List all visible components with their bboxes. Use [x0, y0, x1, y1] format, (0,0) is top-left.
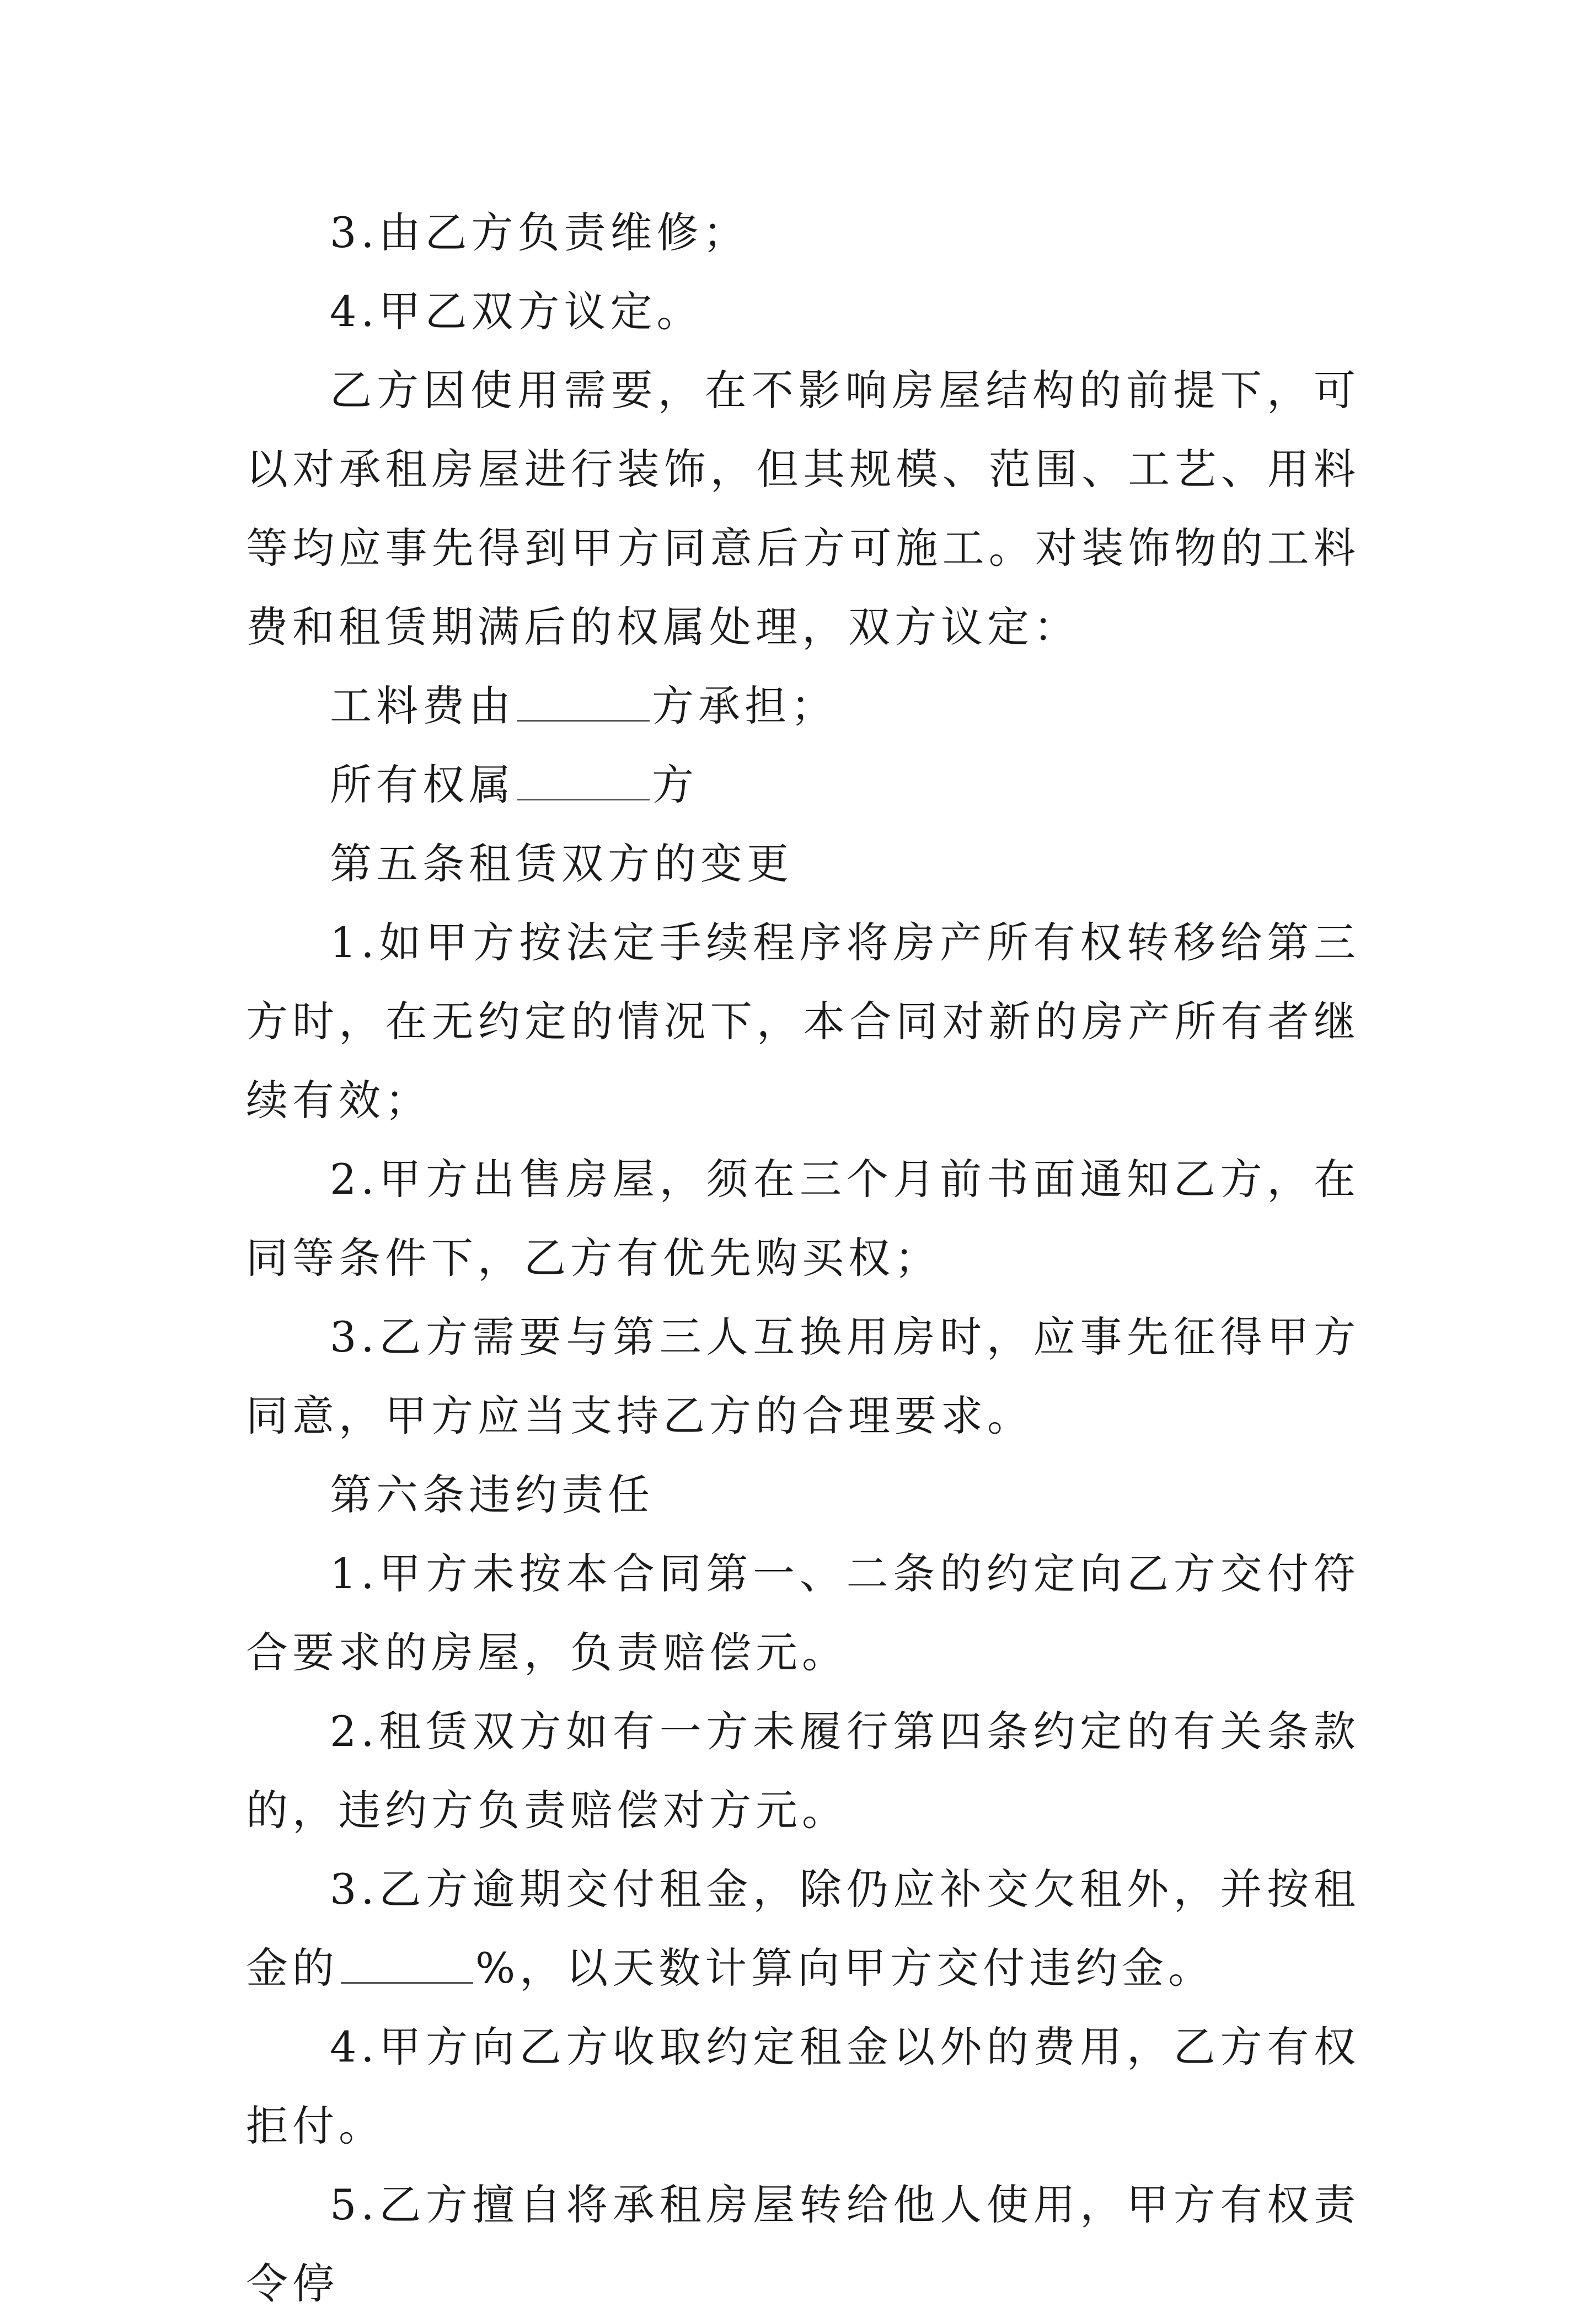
- paragraph-text: 乙方因使用需要，在不影响房屋结构的前提下，可以对承租房屋进行装饰，但其规模、范围、工艺、用料等均应事先得到甲方同意后方可施工。对装饰物的工料费和租赁期满后的权属处理，双方议定：: [246, 366, 1360, 651]
- material-cost-line: [246, 666, 1360, 745]
- paragraph-text: 所有权属: [330, 760, 515, 809]
- paragraph-text: 3.由乙方负责维修；: [330, 208, 749, 257]
- clause-item-breach: [246, 1692, 1360, 1850]
- decoration-paragraph: [246, 351, 1360, 666]
- clause-item-negotiate: [246, 272, 1360, 351]
- paragraph-text: 1.如甲方按法定手续程序将房产所有权转移给第三方时，在无约定的情况下，本合同对新的房产所有者继续有效；: [246, 918, 1360, 1125]
- paragraph-text: 1.甲方未按本合同第一、二条的约定向乙方交付符合要求的房屋，负责赔偿元。: [246, 1549, 1360, 1677]
- section-heading-six: [246, 1455, 1360, 1534]
- clause-item-extra-fees: [246, 2007, 1360, 2165]
- paragraph-text: 5.乙方擅自将承租房屋转给他人使用，甲方有权责令停: [246, 2180, 1360, 2308]
- clause-item-exchange: [246, 1297, 1360, 1455]
- paragraph-text: 2.甲方出售房屋，须在三个月前书面通知乙方，在同等条件下，乙方有优先购买权；: [246, 1155, 1360, 1283]
- ownership-line: [246, 745, 1360, 824]
- section-title: 第六条违约责任: [330, 1470, 654, 1519]
- section-heading-five: [246, 824, 1360, 903]
- paragraph-text: 方: [652, 760, 698, 809]
- clause-item-late-rent: [246, 1850, 1360, 2007]
- paragraph-text: 4.甲乙双方议定。: [330, 287, 703, 336]
- fill-in-blank: [517, 678, 650, 722]
- paragraph-text: 方承担；: [652, 681, 837, 730]
- clause-item-repair: [246, 193, 1360, 272]
- paragraph-text: 4.甲方向乙方收取约定租金以外的费用，乙方有权拒付。: [246, 2022, 1360, 2150]
- paragraph-text: 工料费由: [330, 681, 515, 730]
- paragraph-text: 3.乙方逾期交付租金，除仍应补交欠租外，并按租金的: [246, 1865, 1360, 1993]
- fill-in-blank: [517, 757, 650, 800]
- clause-item-sale: [246, 1140, 1360, 1297]
- paragraph-text: %，以天数计算向甲方交付违约金。: [475, 1943, 1215, 1993]
- clause-item-transfer: [246, 903, 1360, 1140]
- fill-in-blank: [341, 1940, 473, 1984]
- paragraph-text: 3.乙方需要与第三人互换用房时，应事先征得甲方同意，甲方应当支持乙方的合理要求。: [246, 1312, 1360, 1440]
- section-title: 第五条租赁双方的变更: [330, 839, 793, 888]
- clause-item-delivery: [246, 1534, 1360, 1692]
- document-body: [246, 193, 1360, 2323]
- paragraph-text: 2.租赁双方如有一方未履行第四条约定的有关条款的，违约方负责赔偿对方元。: [246, 1707, 1360, 1835]
- clause-item-sublet: [246, 2165, 1360, 2323]
